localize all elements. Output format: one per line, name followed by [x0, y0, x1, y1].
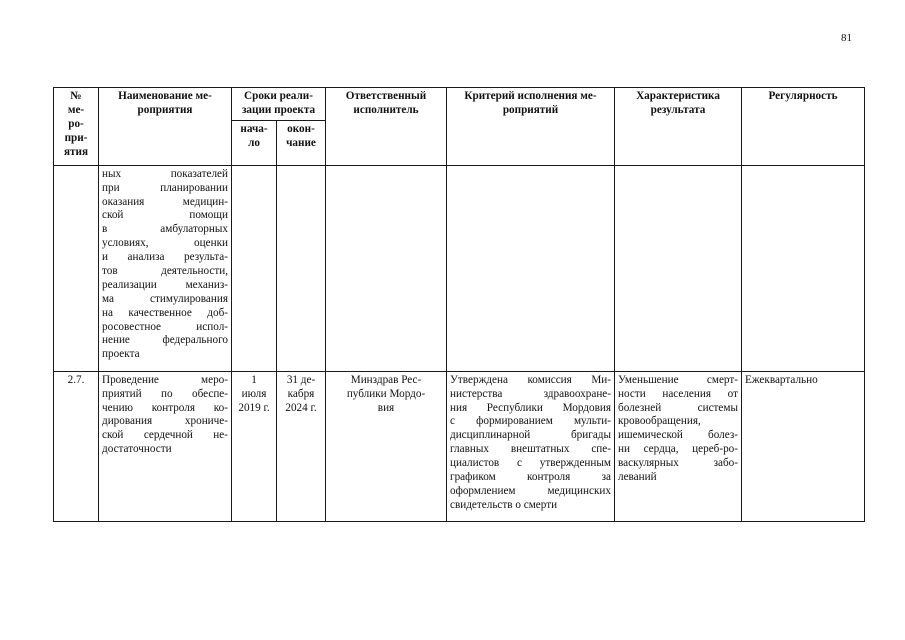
cell-line: болезней системы	[618, 401, 738, 414]
cell-line: ишемической болез-	[618, 429, 738, 442]
cell-line: условиях, оценки	[102, 237, 228, 250]
cell-line: Наименование ме-	[118, 90, 212, 102]
header-responsible	[326, 88, 447, 166]
cell-line: Утверждена комиссия Ми-	[450, 373, 611, 386]
row-start	[232, 371, 277, 521]
cell-line: нача-	[240, 122, 268, 135]
cell-line: оказания медицин-	[102, 195, 228, 208]
cell-line: июля	[241, 387, 267, 400]
row-criterion	[447, 371, 615, 521]
cell-line: ро-	[68, 117, 84, 130]
cell-line: ятия	[63, 145, 89, 158]
header-criterion	[447, 88, 615, 166]
cell-line: ных показателей	[102, 167, 228, 180]
cell-line: проекта	[102, 348, 140, 361]
row-start	[232, 165, 277, 371]
row-end	[277, 371, 326, 521]
cell-line: 31 де-	[286, 373, 316, 386]
page-number: 81	[841, 32, 852, 44]
row-number: 2.7.	[54, 371, 99, 521]
row-number	[54, 165, 99, 371]
cell-line: роприятий	[502, 103, 559, 116]
row-characteristic	[615, 371, 742, 521]
row-criterion	[447, 165, 615, 371]
cell-line: ской сердечной не-	[102, 429, 228, 442]
cell-line: оформлением медицинских	[450, 484, 611, 497]
row-responsible	[326, 165, 447, 371]
cell-line: росовестное испол-	[102, 320, 228, 333]
activities-table	[53, 87, 865, 522]
cell-line: на качественное доб-	[102, 306, 228, 319]
cell-line: №	[70, 90, 82, 102]
row-regularity	[742, 165, 865, 371]
row-name	[99, 165, 232, 371]
row-regularity: Ежеквартально	[742, 371, 865, 521]
cell-line: ской помощи	[102, 209, 228, 222]
header-start	[232, 120, 277, 165]
cell-line: главных внештатных спе-	[450, 443, 611, 456]
cell-line: ма стимулирования	[102, 292, 228, 305]
cell-line: нистерства здравоохране-	[450, 387, 611, 400]
cell-line: ло	[248, 136, 260, 149]
cell-line: тов деятельности,	[102, 265, 228, 278]
row-end	[277, 165, 326, 371]
cell-line: зации проекта	[241, 103, 316, 116]
cell-line: Ответственный	[345, 90, 427, 102]
cell-line: приятий по обеспе-	[102, 387, 228, 400]
cell-line: дирования хрониче-	[102, 415, 228, 428]
table-row	[54, 165, 865, 371]
cell-line: 1	[251, 373, 257, 386]
cell-line: достаточности	[102, 443, 172, 456]
header-number	[54, 88, 99, 166]
row-characteristic	[615, 165, 742, 371]
header-terms	[232, 88, 326, 121]
row-name	[99, 371, 232, 521]
cell-line: Регулярность	[768, 90, 838, 102]
cell-line: чание	[286, 136, 316, 149]
cell-line: и анализа результа-	[102, 251, 228, 264]
cell-line: Уменьшение смерт-	[618, 373, 738, 386]
header-end	[277, 120, 326, 165]
cell-line: васкулярных забо-	[618, 457, 738, 470]
cell-line: свидетельств о смерти	[450, 498, 558, 511]
cell-line: Характеристика	[636, 90, 720, 102]
cell-line: дисциплинарной бригады	[450, 429, 611, 442]
cell-line: кабря	[287, 387, 315, 400]
cell-line: реализации механиз-	[102, 278, 228, 291]
header-name	[99, 88, 232, 166]
cell-line: результата	[650, 103, 706, 116]
cell-line: чению контроля ко-	[102, 401, 228, 414]
cell-line: публики Мордо-	[346, 387, 426, 400]
cell-line: 2024 г.	[285, 401, 317, 414]
cell-line: Минздрав Рес-	[350, 373, 422, 386]
table-row	[54, 371, 865, 521]
cell-line: Проведение меро-	[102, 373, 228, 386]
cell-line: Критерий исполнения ме-	[464, 90, 597, 102]
cell-line: при-	[64, 131, 88, 144]
cell-line: исполнитель	[353, 103, 419, 116]
cell-line: окон-	[287, 122, 315, 135]
cell-line: роприятия	[137, 103, 193, 116]
cell-line: при планировании	[102, 181, 228, 194]
cell-line: Сроки реали-	[244, 90, 313, 102]
cell-line: циалистов с утвержденным	[450, 457, 611, 470]
cell-line: нение федерального	[102, 334, 228, 347]
cell-line: леваний	[618, 471, 657, 484]
cell-line: кровообращения,	[618, 415, 701, 428]
cell-line: с формированием мульти-	[450, 415, 611, 428]
cell-line: ности населения от	[618, 387, 738, 400]
row-responsible	[326, 371, 447, 521]
cell-line: ни сердца, цереб-ро-	[618, 443, 738, 456]
header-regularity	[742, 88, 865, 166]
cell-line: вия	[377, 401, 395, 414]
cell-line: графиком контроля за	[450, 471, 611, 484]
header-characteristic	[615, 88, 742, 166]
cell-line: ме-	[67, 103, 85, 116]
cell-line: ния Республики Мордовия	[450, 401, 611, 414]
cell-line: 2019 г.	[238, 401, 270, 414]
cell-line: в амбулаторных	[102, 223, 228, 236]
